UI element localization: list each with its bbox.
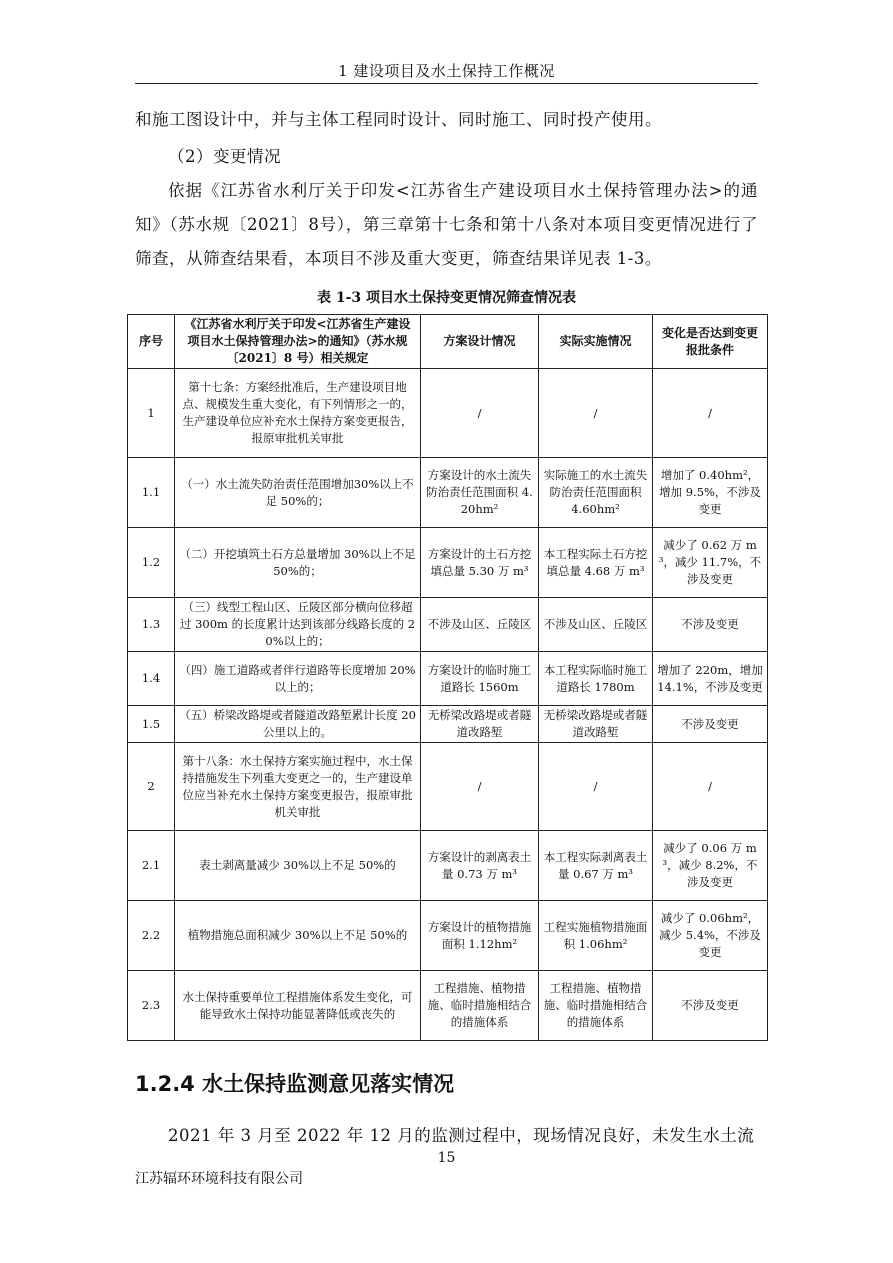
page-number: 15 — [437, 1150, 456, 1166]
header-no: 序号 — [128, 315, 175, 369]
cell-no: 1.2 — [128, 528, 175, 598]
table-row — [128, 706, 768, 743]
cell-rule: 第十七条：方案经批准后，生产建设项目地点、规模发生重大变化，有下列情形之一的，生产建设单位应补充水土保持方案变更报告，报原审批机关审批 — [175, 369, 421, 458]
cell-result: 增加了 220m，增加 14.1%，不涉及变更 — [653, 652, 768, 706]
change-screening-table — [127, 314, 768, 1041]
cell-actual: / — [539, 369, 653, 458]
cell-no: 1.4 — [128, 652, 175, 706]
cell-rule: （二）开挖填筑土石方总量增加 30%以上不足 50%的； — [175, 528, 421, 598]
cell-plan: / — [421, 743, 539, 831]
subsection-label: （2）变更情况 — [168, 147, 281, 166]
cell-result: 减少了 0.62 万 m³，减少 11.7%，不涉及变更 — [653, 528, 768, 598]
cell-rule: （五）桥梁改路堤或者隧道改路堑累计长度 20 公里以上的。 — [175, 706, 421, 743]
cell-plan: 方案设计的植物措施面积 1.12hm² — [421, 901, 539, 971]
cell-result: 增加了 0.40hm²，增加 9.5%，不涉及变更 — [653, 458, 768, 528]
cell-actual: 工程实施植物措施面积 1.06hm² — [539, 901, 653, 971]
cell-rule: 表土剥离量减少 30%以上不足 50%的 — [175, 831, 421, 901]
cell-result: / — [653, 369, 768, 458]
cell-result: 不涉及变更 — [653, 706, 768, 743]
cell-rule: （三）线型工程山区、丘陵区部分横向位移超过 300m 的长度累计达到该部分线路长度的 20%以上的； — [175, 598, 421, 652]
cell-actual: 本工程实际剥离表土量 0.67 万 m³ — [539, 831, 653, 901]
paragraph-continuation: 和施工图设计中，并与主体工程同时设计、同时施工、同时投产使用。 — [135, 110, 662, 129]
cell-rule: （一）水土流失防治责任范围增加30%以上不足 50%的； — [175, 458, 421, 528]
cell-plan: 方案设计的土石方挖填总量 5.30 万 m³ — [421, 528, 539, 598]
cell-no: 2.1 — [128, 831, 175, 901]
cell-no: 1.1 — [128, 458, 175, 528]
cell-no: 1 — [128, 369, 175, 458]
cell-no: 1.5 — [128, 706, 175, 743]
table-header-row — [128, 315, 768, 369]
footer-company: 江苏辐环环境科技有限公司 — [135, 1171, 303, 1187]
cell-actual: 本工程实际临时施工道路长 1780m — [539, 652, 653, 706]
cell-actual: / — [539, 743, 653, 831]
cell-result: 减少了 0.06 万 m³，减少 8.2%，不涉及变更 — [653, 831, 768, 901]
table-row — [128, 971, 768, 1041]
table-row — [128, 743, 768, 831]
table-row — [128, 458, 768, 528]
table-row — [128, 528, 768, 598]
header-actual: 实际实施情况 — [539, 315, 653, 369]
cell-plan: 不涉及山区、丘陵区 — [421, 598, 539, 652]
paragraph-monitoring: 2021 年 3 月至 2022 年 12 月的监测过程中，现场情况良好，未发生水土流 — [168, 1126, 755, 1145]
cell-plan: 无桥梁改路堤或者隧道改路堑 — [421, 706, 539, 743]
cell-result: 不涉及变更 — [653, 971, 768, 1041]
cell-actual: 不涉及山区、丘陵区 — [539, 598, 653, 652]
cell-rule: 水土保持重要单位工程措施体系发生变化，可能导致水土保持功能显著降低或丧失的 — [175, 971, 421, 1041]
table-row — [128, 831, 768, 901]
table-row — [128, 652, 768, 706]
header-plan: 方案设计情况 — [421, 315, 539, 369]
cell-plan: / — [421, 369, 539, 458]
cell-result: / — [653, 743, 768, 831]
cell-no: 1.3 — [128, 598, 175, 652]
table-row — [128, 369, 768, 458]
cell-result: 不涉及变更 — [653, 598, 768, 652]
cell-actual: 工程措施、植物措施、临时措施相结合的措施体系 — [539, 971, 653, 1041]
section-heading: 1.2.4 水土保持监测意见落实情况 — [135, 1072, 455, 1096]
cell-plan: 方案设计的临时施工道路长 1560m — [421, 652, 539, 706]
cell-actual: 本工程实际土石方挖填总量 4.68 万 m³ — [539, 528, 653, 598]
cell-plan: 方案设计的剥离表土量 0.73 万 m³ — [421, 831, 539, 901]
header-rule: 《江苏省水利厅关于印发<江苏省生产建设项目水土保持管理办法>的通知》（苏水规〔2021〕8 号）相关规定 — [175, 315, 421, 369]
cell-rule: （四）施工道路或者伴行道路等长度增加 20%以上的； — [175, 652, 421, 706]
cell-plan: 方案设计的水土流失防治责任范围面积 4.20hm² — [421, 458, 539, 528]
table-row — [128, 901, 768, 971]
table-row — [128, 598, 768, 652]
running-header: 1 建设项目及水土保持工作概况 — [338, 62, 555, 80]
cell-no: 2 — [128, 743, 175, 831]
cell-actual: 实际施工的水土流失防治责任范围面积 4.60hm² — [539, 458, 653, 528]
cell-no: 2.3 — [128, 971, 175, 1041]
table-caption: 表 1-3 项目水土保持变更情况筛查情况表 — [316, 290, 577, 306]
cell-result: 减少了 0.06hm²，减少 5.4%，不涉及变更 — [653, 901, 768, 971]
cell-rule: 植物措施总面积减少 30%以上不足 50%的 — [175, 901, 421, 971]
cell-no: 2.2 — [128, 901, 175, 971]
header-rule — [135, 83, 758, 84]
paragraph-change-basis: 依据《江苏省水利厅关于印发<江苏省生产建设项目水土保持管理办法>的通知》（苏水规〔2021〕8号），第三章第十七条和第十八条对本项目变更情况进行了筛查，从筛查结果看，本项目不涉及重大变更，筛查结果详见表 1-3。 — [135, 181, 758, 268]
cell-plan: 工程措施、植物措施、临时措施相结合的措施体系 — [421, 971, 539, 1041]
cell-rule: 第十八条：水土保持方案实施过程中，水土保持措施发生下列重大变更之一的，生产建设单位应当补充水土保持方案变更报告，报原审批机关审批 — [175, 743, 421, 831]
cell-actual: 无桥梁改路堤或者隧道改路堑 — [539, 706, 653, 743]
header-result: 变化是否达到变更报批条件 — [653, 315, 768, 369]
